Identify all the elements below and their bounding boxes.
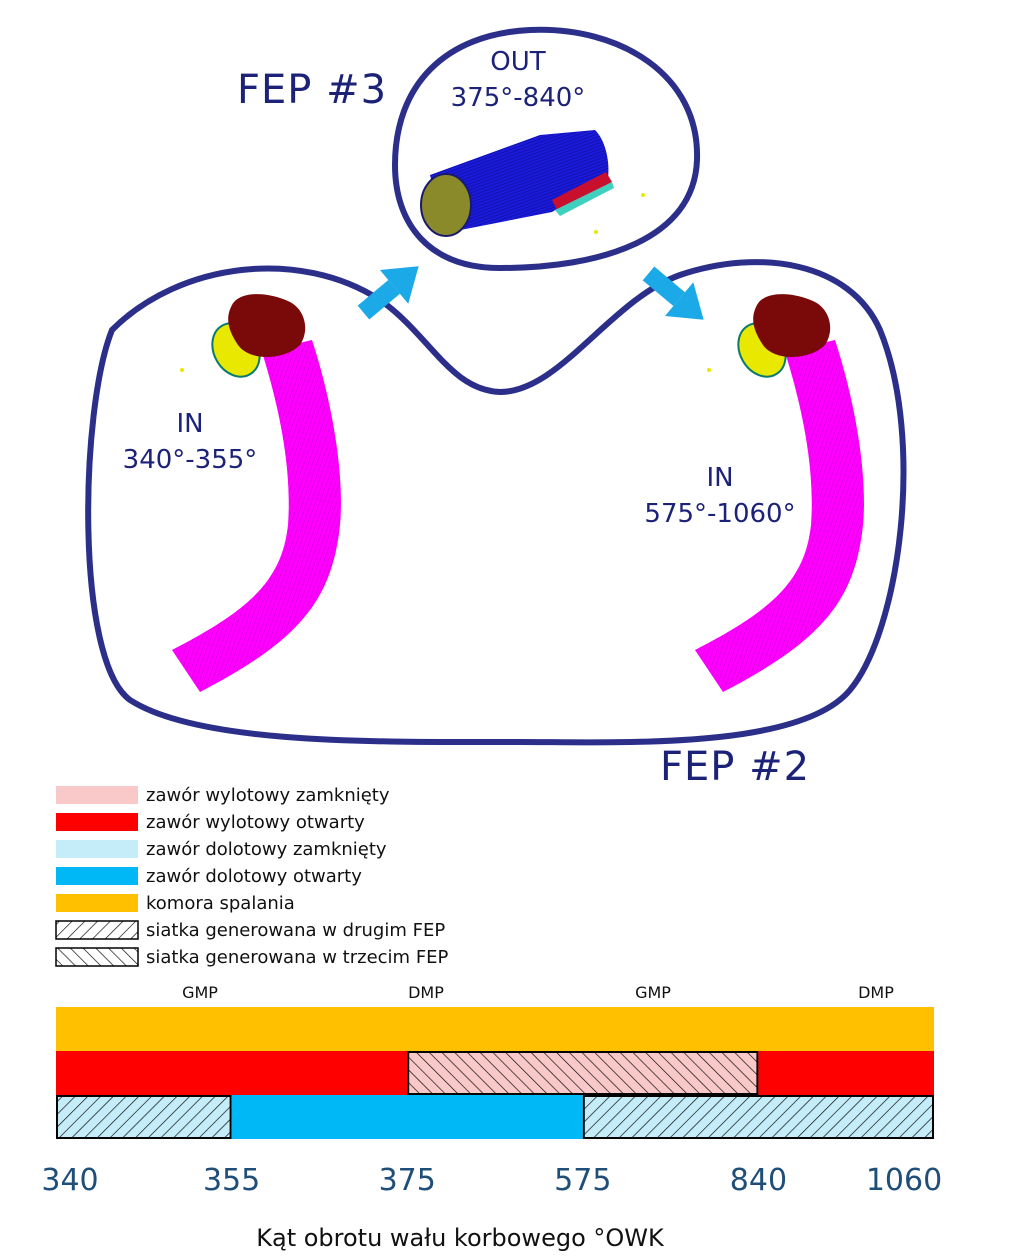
axis-tick-label: 840 [729,1163,788,1198]
legend-item-siatka-generowana-w-drugim-fep [56,920,445,941]
left-marker-dot [180,368,184,372]
legend [56,785,449,968]
axis-tick-label: 375 [378,1163,436,1198]
exhaust-pipe-end [421,174,471,236]
phase-label: DMP [858,983,894,1002]
legend-swatch [56,894,138,912]
legend-item-zawor-dolotowy-zamkniety [56,839,387,860]
legend-swatch [56,786,138,804]
right-marker-dot [707,368,711,372]
legend-label: siatka generowana w trzecim FEP [146,947,449,968]
timeline-row-zawor-wylotowy [56,1051,934,1095]
timeline-segment-hatch [584,1096,933,1138]
legend-label: zawór wylotowy zamknięty [146,785,390,806]
axis-title: Kąt obrotu wału korbowego °OWK [256,1224,664,1252]
axis-tick-label: 1060 [865,1163,943,1198]
out-label: OUT [490,47,546,77]
in-left-range: 340°-355° [122,445,258,475]
out-range: 375°-840° [450,83,586,113]
exhaust-geometry [421,130,645,236]
timeline-row-komora-spalania [56,1007,934,1051]
legend-label: zawór wylotowy otwarty [146,812,365,833]
in-left-label: IN [176,409,204,439]
legend-label: zawór dolotowy otwarty [146,866,362,887]
timeline-segment-zawor-wylotowy-otwarty [56,1051,407,1095]
timeline-row-zawor-dolotowy [56,1095,934,1139]
timeline-segment-hatch [408,1052,757,1094]
legend-item-zawor-wylotowy-otwarty [56,812,365,833]
phase-label: GMP [182,983,218,1002]
timeline-segment-hatch [57,1096,231,1138]
axis-tick-label: 340 [41,1163,99,1198]
legend-swatch [56,813,138,831]
timeline-segment-zawor-wylotowy-otwarty [758,1051,934,1095]
phase-label: GMP [635,983,671,1002]
timeline-segment-komora-spalania [56,1007,934,1051]
legend-swatch [56,840,138,858]
phase-label: DMP [408,983,444,1002]
legend-item-komora-spalania [56,893,295,914]
left-intake-pipe [172,340,341,692]
fep2-label: FEP #2 [660,744,811,790]
axis-tick-label: 355 [202,1163,261,1198]
exhaust-marker-dot-a [641,193,645,197]
legend-item-zawor-wylotowy-zamkniety [56,785,390,806]
in-right-range: 575°-1060° [644,499,796,529]
in-right-label: IN [706,463,734,493]
legend-label: komora spalania [146,893,295,914]
legend-swatch [56,867,138,885]
legend-item-siatka-generowana-w-trzecim-fep [56,947,449,968]
fep3-label: FEP #3 [237,67,388,113]
axis-tick-label: 575 [554,1163,612,1198]
exhaust-marker-dot-b [594,230,598,234]
legend-item-zawor-dolotowy-otwarty [56,866,362,887]
legend-label: zawór dolotowy zamknięty [146,839,387,860]
valve-timeline-chart [41,983,942,1198]
engine-diagram [88,30,903,790]
right-intake-geometry [695,294,864,692]
legend-label: siatka generowana w drugim FEP [146,920,446,941]
left-intake-geometry [172,294,341,692]
legend-swatch-hatch [56,948,138,966]
legend-swatch-hatch [56,921,138,939]
timeline-segment-zawor-dolotowy-otwarty [232,1095,583,1139]
